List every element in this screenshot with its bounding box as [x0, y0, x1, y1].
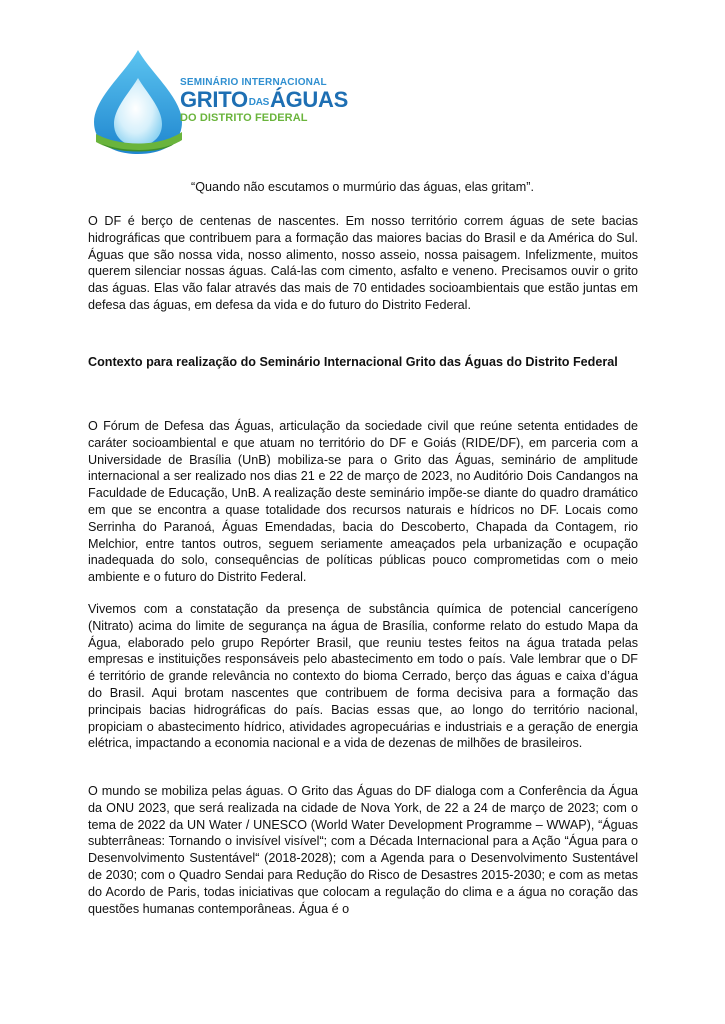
- body-paragraph-1: O Fórum de Defesa das Águas, articulação da sociedade civil que reúne setenta entidades de caráter socioambiental e que atuam no território do DF e Goiás (RIDE/DF), em parceria com a Universidade de Brasília (UnB) mobiliza-se para o Grito das Águas, seminário de amplitude internacional a ser realizado nos dias 21 e 22 de março de 2023, no Auditório Dois Candangos na Faculdade de Educação, UnB. A realização deste seminário impõe-se diante do quadro dramático em que se encontra a quase totalidade dos recursos naturais e hídricos no DF. Locais como Serrinha do Paranoá, Águas Emendadas, bacia do Descoberto, Chapada da Contagem, rio Melchior, entre tantos outros, seguem seriamente ameaçados pela urbanização e ocupação inadequada do solo, consequências de políticas públicas pouco comprometidas com o meio ambiente e o futuro do Distrito Federal.: [88, 419, 638, 585]
- logo-wordmark: [180, 78, 348, 124]
- section-heading: Contexto para realização do Seminário Internacional Grito das Águas do Distrito Federal: [88, 355, 618, 369]
- logo-word-das: DAS: [248, 97, 269, 108]
- logo-line-2: [180, 89, 348, 111]
- body-paragraph-2: Vivemos com a constatação da presença de substância química de potencial cancerígeno (Nitrato) acima do limite de segurança na água de Brasília, conforme relato do estudo Mapa da Água, elaborado pelo grupo Repórter Brasil, que reuniu testes feitos na água tratada pelas empresas e instituições responsáveis pelo abastecimento em todo o país. Vale lembrar que o DF é território de grande relevância no contexto do bioma Cerrado, berço das águas e caixa d’água do Brasil. Aqui brotam nascentes que contribuem de forma decisiva para a formação das principais bacias hidrográficas do país. Bacias essas que, ao longo do território nacional, propiciam o abastecimento hídrico, atividades agropecuárias e industriais e a geração de energia elétrica, impactando a economia nacional e a vida de dezenas de milhões de brasileiros.: [88, 602, 638, 751]
- seminar-logo: [88, 48, 348, 156]
- water-drop-icon: [88, 48, 188, 156]
- opening-quote: “Quando não escutamos o murmúrio das águas, elas gritam”.: [191, 180, 534, 194]
- logo-word-grito: GRITO: [180, 87, 248, 112]
- logo-line-1: SEMINÁRIO INTERNACIONAL: [180, 77, 327, 88]
- intro-paragraph: O DF é berço de centenas de nascentes. Em nosso território correm águas de sete bacias hidrográficas que contribuem para a formação das maiores bacias do Brasil e da América do Sul. Águas que são nossa vida, nosso alimento, nosso asseio, nossa paisagem. Infelizmente, muitos querem silenciar nossas águas. Calá-las com cimento, asfalto e veneno. Precisamos ouvir o grito das águas. Elas vão falar através das mais de 70 entidades socioambientais que estão juntas em defesa das águas, em defesa da vida e do futuro do Distrito Federal.: [88, 214, 638, 312]
- logo-line-3: DO DISTRITO FEDERAL: [180, 112, 308, 124]
- body-paragraph-3: O mundo se mobiliza pelas águas. O Grito das Águas do DF dialoga com a Conferência da Água da ONU 2023, que será realizada na cidade de Nova York, de 22 a 24 de março de 2023; com o tema de 2022 da UN Water / UNESCO (World Water Development Programme – WWAP), “Águas subterrâneas: Tornando o invisível visível“; com a Década Internacional para a Ação “Água para o Desenvolvimento Sustentável“ (2018-2028); com a Agenda para o Desenvolvimento Sustentável de 2030; com o Quadro Sendai para Redução do Risco de Desastres 2015-2030; e com as metas do Acordo de Paris, todas iniciativas que colocam a regulação do clima e a água no coração das questões humanas contemporâneas. Água é o: [88, 784, 638, 916]
- logo-word-aguas: ÁGUAS: [270, 87, 348, 112]
